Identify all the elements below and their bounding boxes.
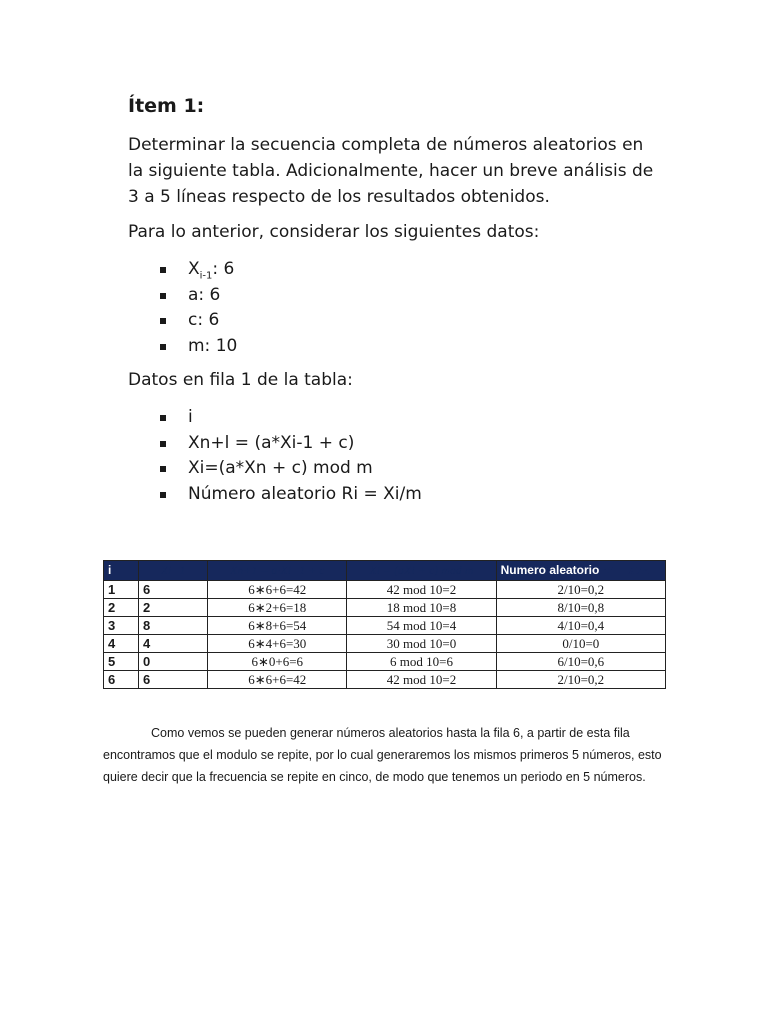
header-random-label: Numero aleatorio [500,563,600,577]
cell-random: 0/10=0 [496,635,665,653]
cell-x-prev: 6 [139,671,208,689]
cell-i: 6 [104,671,139,689]
cell-x-prev: 2 [139,599,208,617]
random-number-table [103,560,666,689]
bullet-c [160,308,237,334]
cell-x-next: 6∗6+6=42 [208,671,347,689]
bullet-text: a: 6 [188,284,221,305]
fila-bullet [160,456,422,482]
cell-x-next: 6∗0+6=6 [208,653,347,671]
fila-bullet-text: i [188,407,193,427]
bullet-square-icon [160,318,166,324]
analysis-paragraph: Como vemos se pueden generar números aleatorios hasta la fila 6, a partir de esta fila encontramos que el modulo se repite, por lo cual generaremos los mismos primeros 5 números, esto quiere decir que la frecuencia se repite en cinco, de modo que tenemos un periodo en 5 números. [103,726,662,784]
data-bullet-list [160,257,237,359]
cell-x-next: 6∗8+6=54 [208,617,347,635]
cell-random: 6/10=0,6 [496,653,665,671]
bullet-square-icon [160,441,166,447]
cell-x-prev: 0 [139,653,208,671]
bullet-square-icon [160,293,166,299]
bullet-square-icon [160,466,166,472]
cell-i: 4 [104,635,139,653]
fila-bullet-text: Xn+l = (a*Xi-1 + c) [188,432,355,453]
fila-bullet [160,482,422,508]
cell-x-next: 6∗2+6=18 [208,599,347,617]
table-row [104,617,666,635]
table-header-row [104,561,666,581]
cell-i: 5 [104,653,139,671]
cell-x-prev: 8 [139,617,208,635]
table-row [104,671,666,689]
table-row [104,599,666,617]
fila-bullet-list [160,405,422,507]
fila-bullet-text: Número aleatorio Ri = Xi/m [188,483,422,504]
header-x-prev: Xi−1 [139,561,208,581]
bullet-square-icon [160,344,166,350]
table-row [104,653,666,671]
cell-x-mod: 42 mod 10=2 [347,671,496,689]
cell-i: 2 [104,599,139,617]
cell-random: 4/10=0,4 [496,617,665,635]
bullet-square-icon [160,267,166,273]
cell-random: 2/10=0,2 [496,671,665,689]
cell-x-mod: 18 mod 10=8 [347,599,496,617]
bullet-x-prev [160,257,237,283]
cell-random: 2/10=0,2 [496,581,665,599]
header-i: i [104,561,139,581]
cell-x-mod: 42 mod 10=2 [347,581,496,599]
bullet-square-icon [160,492,166,498]
consider-label: Para lo anterior, considerar los siguientes datos: [128,222,540,242]
cell-x-mod: 30 mod 10=0 [347,635,496,653]
bullet-text: c: 6 [188,310,220,330]
bullet-text: m: 10 [188,335,238,356]
fila-bullet [160,405,422,431]
bullet-sub: i-1 [199,270,213,282]
bullet-a [160,283,237,309]
cell-i: 3 [104,617,139,635]
bullet-m [160,334,237,360]
cell-x-prev: 6 [139,581,208,599]
fila-bullet-text: Xi=(a*Xn + c) mod m [188,458,373,478]
header-x-next: Xn+1 = a·Xi−1 + c [208,561,347,581]
bullet-square-icon [160,415,166,421]
table-row [104,581,666,599]
cell-x-next: 6∗4+6=30 [208,635,347,653]
cell-random: 8/10=0,8 [496,599,665,617]
header-random-formula: Ri = Xi/m [602,563,651,577]
bullet-rest: : 6 [212,259,235,279]
cell-x-mod: 54 mod 10=4 [347,617,496,635]
cell-x-mod: 6 mod 10=6 [347,653,496,671]
cell-x-next: 6∗6+6=42 [208,581,347,599]
cell-x-prev: 4 [139,635,208,653]
bullet-text: X [188,259,200,279]
cell-i: 1 [104,581,139,599]
table-row [104,635,666,653]
header-x-mod: Xi = (aXi + c) mod m [347,561,496,581]
header-random-number [496,561,665,581]
item-title: Ítem 1: [128,95,205,117]
task-description: Determinar la secuencia completa de números aleatorios en la siguiente tabla. Adicionalmente, hacer un breve análisis de 3 a 5 líneas respecto de los resultados obtenidos. [128,135,654,207]
fila-bullet [160,431,422,457]
fila-title: Datos en fila 1 de la tabla: [128,370,353,390]
